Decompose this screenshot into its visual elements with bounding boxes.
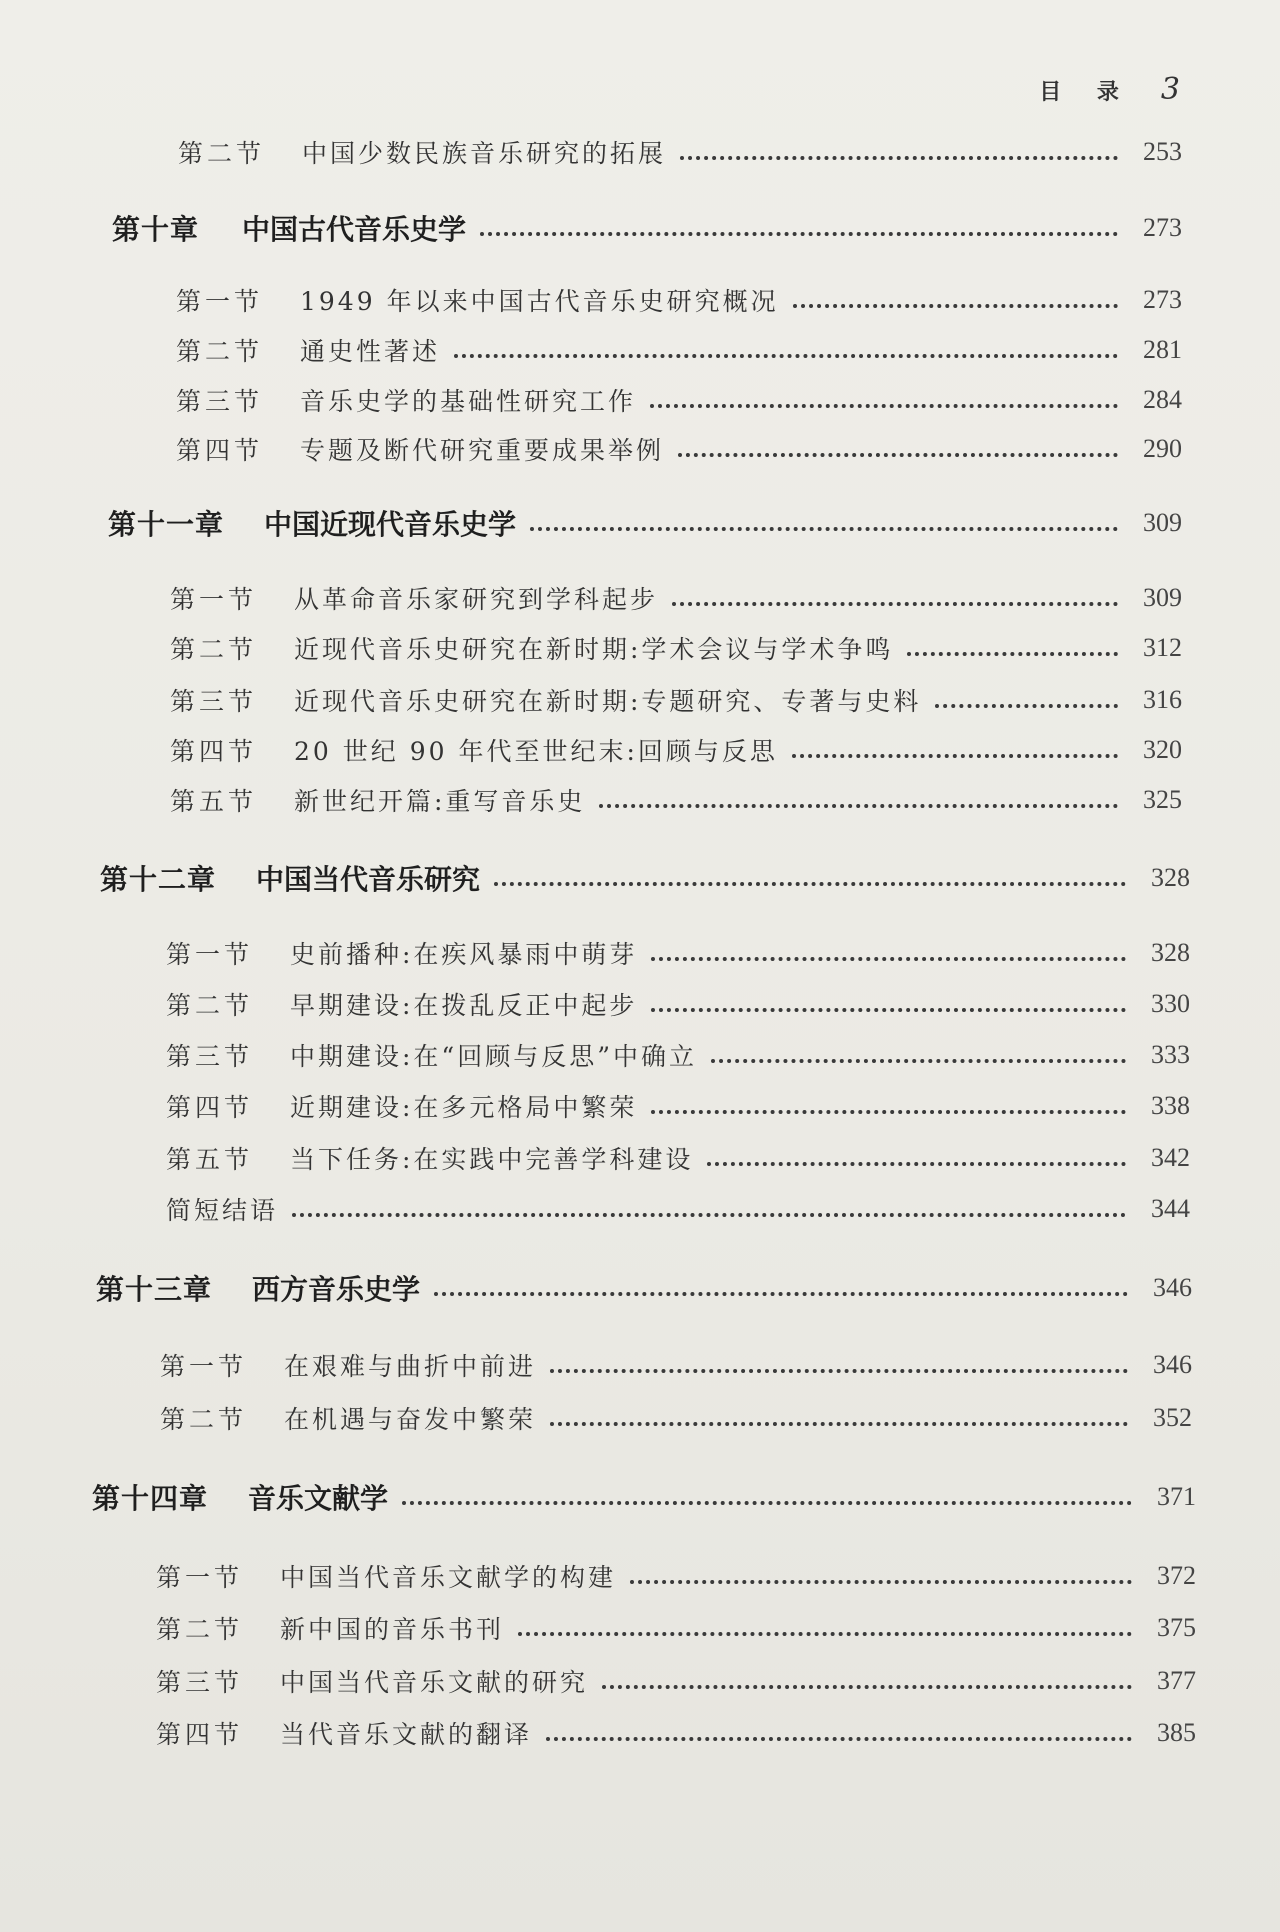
section-label: 第二节 [156, 1615, 244, 1644]
entry-title: 1949 年以来中国古代音乐史研究概况 [300, 287, 779, 316]
toc-section-row [178, 130, 1182, 174]
section-label: 第四节 [156, 1720, 244, 1749]
section-label: 第一节 [170, 585, 258, 614]
section-label: 第一节 [160, 1352, 248, 1381]
toc-section-row [170, 678, 1182, 722]
dot-leader [602, 1685, 1132, 1689]
section-label: 第三节 [166, 1042, 254, 1071]
entry-page-number: 309 [1143, 583, 1182, 612]
entry-page-number: 273 [1143, 213, 1182, 242]
entry-page-number: 330 [1151, 989, 1190, 1018]
dot-leader [650, 404, 1118, 408]
toc-section-row [166, 1136, 1190, 1180]
dot-leader [550, 1369, 1128, 1373]
entry-page-number: 338 [1151, 1091, 1190, 1120]
section-label: 第二节 [178, 139, 266, 168]
entry-title: 中国近现代音乐史学 [264, 508, 517, 541]
toc-section-row [166, 982, 1190, 1026]
entry-title: 专题及断代研究重要成果举例 [300, 436, 665, 465]
section-label: 第四节 [166, 1093, 254, 1122]
dot-leader [651, 1008, 1126, 1012]
entry-page-number: 284 [1143, 385, 1182, 414]
entry-title: 中国当代音乐文献的研究 [280, 1668, 589, 1697]
entry-title: 中国当代音乐文献学的构建 [280, 1563, 617, 1592]
section-label: 第三节 [176, 387, 264, 416]
toc-section-row [176, 278, 1182, 322]
entry-page-number: 372 [1157, 1561, 1196, 1590]
chapter-label: 第十四章 [92, 1482, 209, 1515]
dot-leader [454, 354, 1118, 358]
entry-page-number: 328 [1151, 938, 1190, 967]
entry-title: 新世纪开篇:重写音乐史 [294, 787, 586, 816]
entry-title: 20 世纪 90 年代至世纪末:回顾与反思 [294, 737, 778, 766]
toc-section-row [166, 1033, 1190, 1077]
toc-section-row [170, 728, 1182, 772]
toc-chapter-row [112, 206, 1182, 250]
section-label: 第五节 [166, 1145, 254, 1174]
toc-section-row [156, 1659, 1196, 1703]
section-label: 第二节 [160, 1405, 248, 1434]
dot-leader [550, 1422, 1128, 1426]
dot-leader [434, 1292, 1128, 1296]
dot-leader [530, 527, 1118, 531]
toc-section-row [170, 778, 1182, 822]
entry-title: 通史性著述 [300, 337, 441, 366]
dot-leader [292, 1213, 1126, 1217]
entry-page-number: 377 [1157, 1666, 1196, 1695]
toc-chapter-row [100, 856, 1190, 900]
toc-section-row [156, 1606, 1196, 1650]
entry-title: 音乐文献学 [248, 1482, 389, 1515]
toc-section-row [160, 1343, 1192, 1387]
entry-page-number: 328 [1151, 863, 1190, 892]
toc-section-row [176, 328, 1182, 372]
dot-leader [680, 156, 1118, 160]
entry-page-number: 352 [1153, 1403, 1192, 1432]
entry-title: 简短结语 [166, 1196, 279, 1225]
entry-title: 中期建设:在“回顾与反思”中确立 [290, 1042, 697, 1071]
entry-page-number: 281 [1143, 335, 1182, 364]
entry-title: 近期建设:在多元格局中繁荣 [290, 1093, 638, 1122]
section-label: 第一节 [176, 287, 264, 316]
toc-section-row [170, 626, 1182, 670]
entry-page-number: 375 [1157, 1613, 1196, 1642]
entry-page-number: 333 [1151, 1040, 1190, 1069]
dot-leader [678, 453, 1118, 457]
entry-title: 近现代音乐史研究在新时期:学术会议与学术争鸣 [294, 635, 894, 664]
entry-title: 中国当代音乐研究 [256, 863, 481, 896]
entry-page-number: 320 [1143, 735, 1182, 764]
entry-page-number: 312 [1143, 633, 1182, 662]
section-label: 第一节 [166, 940, 254, 969]
entry-title: 在艰难与曲折中前进 [284, 1352, 537, 1381]
entry-page-number: 346 [1153, 1350, 1192, 1379]
chapter-label: 第十一章 [108, 508, 225, 541]
dot-leader [599, 804, 1118, 808]
section-label: 第二节 [166, 991, 254, 1020]
entry-page-number: 309 [1143, 508, 1182, 537]
toc-chapter-row [108, 501, 1182, 545]
chapter-label: 第十二章 [100, 863, 217, 896]
section-label: 第一节 [156, 1563, 244, 1592]
chapter-label: 第十三章 [96, 1273, 213, 1306]
chapter-label: 第十章 [112, 213, 200, 246]
toc-section-row [166, 1187, 1190, 1231]
entry-title: 史前播种:在疾风暴雨中萌芽 [290, 940, 638, 969]
toc-section-row [160, 1396, 1192, 1440]
section-label: 第四节 [176, 436, 264, 465]
entry-title: 近现代音乐史研究在新时期:专题研究、专著与史料 [294, 687, 922, 716]
entry-title: 当代音乐文献的翻译 [280, 1720, 533, 1749]
entry-page-number: 385 [1157, 1718, 1196, 1747]
section-label: 第三节 [156, 1668, 244, 1697]
entry-page-number: 342 [1151, 1143, 1190, 1172]
entry-title: 从革命音乐家研究到学科起步 [294, 585, 659, 614]
entry-title: 新中国的音乐书刊 [280, 1615, 505, 1644]
section-label: 第四节 [170, 737, 258, 766]
entry-title: 当下任务:在实践中完善学科建设 [290, 1145, 694, 1174]
entry-page-number: 371 [1157, 1482, 1196, 1511]
header-page-number: 3 [1160, 72, 1180, 107]
toc-section-row [156, 1554, 1196, 1598]
entry-page-number: 325 [1143, 785, 1182, 814]
entry-page-number: 290 [1143, 434, 1182, 463]
dot-leader [672, 602, 1118, 606]
dot-leader [792, 754, 1118, 758]
dot-leader [480, 232, 1118, 236]
toc-section-row [166, 1084, 1190, 1128]
section-label: 第二节 [170, 635, 258, 664]
section-label: 第三节 [170, 687, 258, 716]
dot-leader [707, 1162, 1126, 1166]
entry-page-number: 253 [1143, 137, 1182, 166]
toc-chapter-row [96, 1266, 1192, 1310]
dot-leader [935, 704, 1118, 708]
entry-title: 中国古代音乐史学 [242, 213, 467, 246]
entry-title: 西方音乐史学 [252, 1273, 421, 1306]
dot-leader [793, 304, 1118, 308]
dot-leader [651, 1110, 1126, 1114]
toc-section-row [156, 1711, 1196, 1755]
entry-title: 在机遇与奋发中繁荣 [284, 1405, 537, 1434]
dot-leader [630, 1580, 1132, 1584]
toc-section-row [176, 427, 1182, 471]
running-header [1039, 72, 1180, 107]
section-label: 第二节 [176, 337, 264, 366]
dot-leader [711, 1059, 1126, 1063]
dot-leader [494, 882, 1126, 886]
entry-page-number: 346 [1153, 1273, 1192, 1302]
entry-page-number: 316 [1143, 685, 1182, 714]
section-label: 第五节 [170, 787, 258, 816]
dot-leader [651, 957, 1126, 961]
header-label: 目 录 [1039, 79, 1133, 105]
entry-title: 音乐史学的基础性研究工作 [300, 387, 637, 416]
toc-section-row [176, 378, 1182, 422]
toc-chapter-row [92, 1475, 1196, 1519]
entry-title: 中国少数民族音乐研究的拓展 [302, 139, 667, 168]
entry-page-number: 273 [1143, 285, 1182, 314]
toc-section-row [166, 931, 1190, 975]
dot-leader [546, 1737, 1132, 1741]
entry-page-number: 344 [1151, 1194, 1190, 1223]
dot-leader [518, 1632, 1132, 1636]
toc-section-row [170, 576, 1182, 620]
entry-title: 早期建设:在拨乱反正中起步 [290, 991, 638, 1020]
dot-leader [907, 652, 1118, 656]
dot-leader [402, 1501, 1132, 1505]
